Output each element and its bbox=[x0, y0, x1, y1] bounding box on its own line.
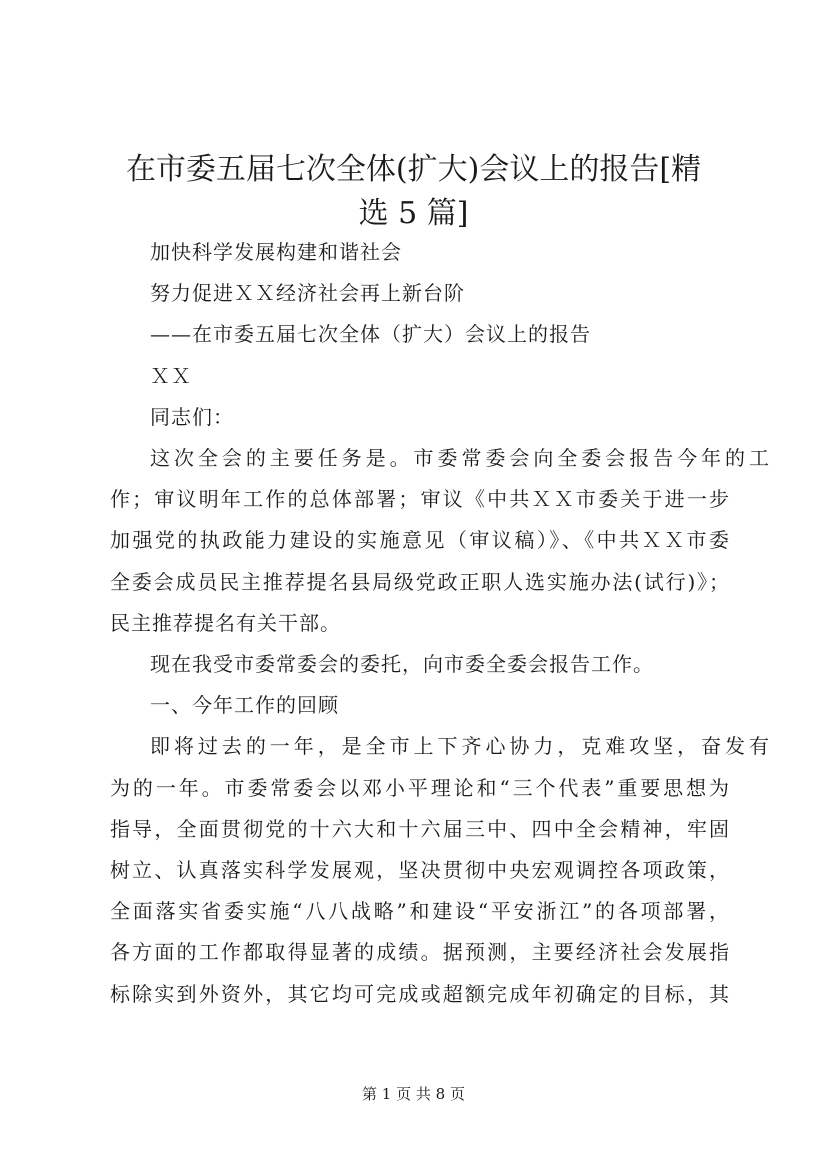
text-line: 一、今年工作的回顾 bbox=[150, 693, 339, 718]
text-line: 民主推荐提名有关干部。 bbox=[110, 610, 341, 635]
text-line: 作；审议明年工作的总体部署；审议《中共ＸＸ市委关于进一步 bbox=[110, 487, 730, 512]
text-line: 加快科学发展构建和谐社会 bbox=[150, 240, 402, 264]
text-line: ＸＸ bbox=[150, 363, 192, 388]
text-line: 现在我受市委常委会的委托，向市委全委会报告工作。 bbox=[150, 652, 654, 677]
text-line: 即将过去的一年，是全市上下齐心协力，克难攻坚，奋发有 bbox=[150, 734, 770, 759]
text-line: 指导，全面贯彻党的十六大和十六届三中、四中全会精神，牢固 bbox=[110, 816, 730, 841]
text-line: 为的一年。市委常委会以邓小平理论和“三个代表”重要思想为 bbox=[110, 775, 730, 800]
text-line: 树立、认真落实科学发展观，坚决贯彻中央宏观调控各项政策， bbox=[110, 858, 730, 883]
text-line: 全委会成员民主推荐提名县局级党政正职人选实施办法(试行)》； bbox=[110, 569, 730, 594]
document-body bbox=[110, 232, 770, 1015]
text-line: ——在市委五届七次全体（扩大）会议上的报告 bbox=[150, 322, 591, 347]
text-line: 标除实到外资外，其它均可完成或超额完成年初确定的目标，其 bbox=[110, 981, 730, 1006]
text-line: 加强党的执政能力建设的实施意见（审议稿）》、《中共ＸＸ市委 bbox=[110, 528, 730, 553]
document-title-line-1: 在市委五届七次全体(扩大)会议上的报告[精 bbox=[125, 152, 702, 187]
page-footer: 第 1 页 共 8 页 bbox=[362, 1085, 465, 1103]
text-line: 这次全会的主要任务是。市委常委会向全委会报告今年的工 bbox=[150, 446, 770, 471]
document-title-line-2: 选 5 篇] bbox=[358, 196, 469, 231]
text-line: 全面落实省委实施“八八战略”和建设“平安浙江”的各项部署， bbox=[110, 899, 730, 924]
text-line: 同志们： bbox=[150, 404, 234, 429]
text-line: 各方面的工作都取得显著的成绩。据预测，主要经济社会发展指 bbox=[110, 940, 730, 965]
text-line: 努力促进ＸＸ经济社会再上新台阶 bbox=[150, 281, 465, 306]
